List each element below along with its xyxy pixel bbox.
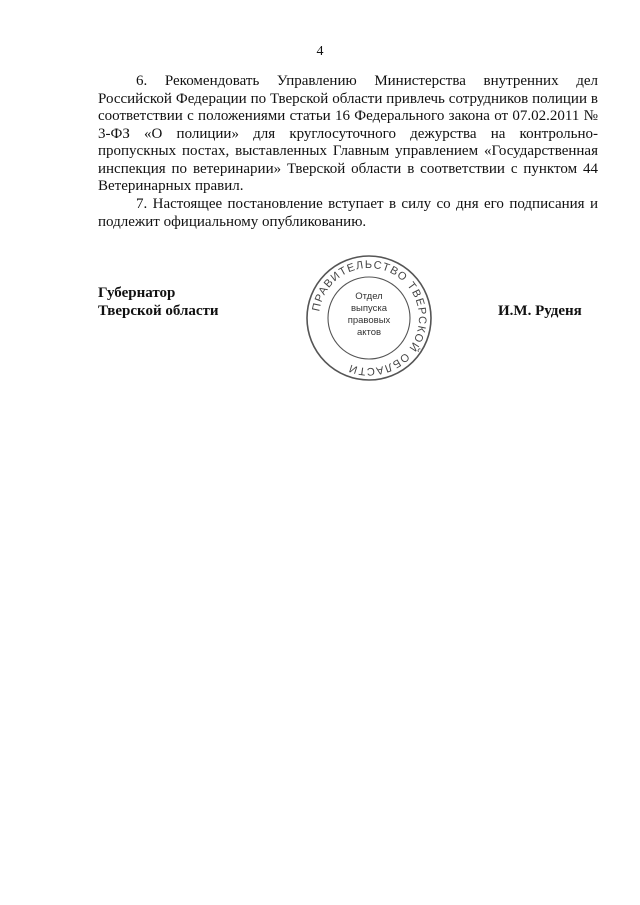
signature-title-line-1: Губернатор bbox=[98, 285, 176, 301]
paragraph-7: 7. Настоящее постановление вступает в силу со дня его подписания и подлежит официальному опубликованию. bbox=[98, 196, 598, 230]
stamp-ring-text: ПРАВИТЕЛЬСТВО ТВЕРСКОЙ ОБЛАСТИ bbox=[310, 258, 429, 378]
stamp-center-line-3: правовых bbox=[347, 315, 391, 326]
stamp-center-line-4: актов bbox=[356, 327, 382, 338]
stamp-center-line-2: выпуска bbox=[350, 303, 388, 314]
stamp-center-line-1: Отдел bbox=[355, 291, 383, 302]
page-number: 4 bbox=[316, 44, 324, 59]
signature-title-line-2: Тверской области bbox=[98, 303, 219, 319]
signature-name: И.М. Руденя bbox=[498, 303, 582, 319]
signature-title bbox=[98, 284, 219, 320]
official-stamp bbox=[304, 253, 434, 383]
stamp-center-text bbox=[304, 291, 434, 339]
paragraph-6: 6. Рекомендовать Управлению Министерства внутренних дел Российской Федерации по Тверской области привлечь сотрудников полиции в соответствии с положениями статьи 16 Федерального закона от 07.02.2011 № 3-ФЗ «О полиции» для круглосуточного дежурства на контрольно-пропускных постах, выставленных Главным управлением «Государственная инспекция по ветеринарии» Тверской области в соответствии с пунктом 44 Ветеринарных правил. bbox=[98, 73, 598, 194]
